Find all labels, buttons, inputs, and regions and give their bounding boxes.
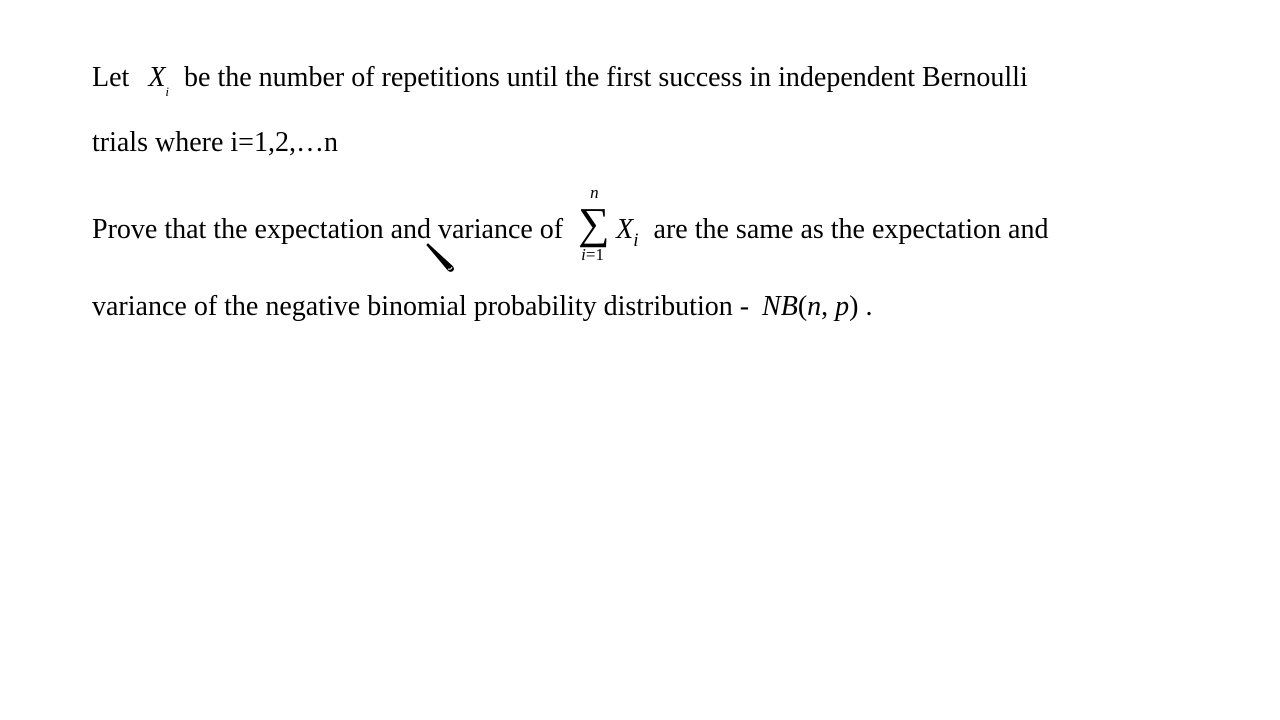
problem-line-2 [92,129,338,157]
problem-line-3 [92,183,1049,264]
summation-symbol: ∑ [578,199,610,248]
variable-x: X [148,62,166,93]
line3-lead-text: Prove that the expectation and variance of [92,214,571,245]
line1-lead-text: Let [92,62,137,93]
problem-line-4 [92,293,872,321]
open-paren: ( [797,291,808,322]
param-n: n [807,291,822,322]
problem-line-1 [92,62,1028,99]
line3-trail-text: are the same as the expectation and [646,214,1049,245]
summation-upper-limit: n [590,183,599,202]
line4-lead-text: variance of the negative binomial probability distribution - [92,291,757,322]
period: . [858,291,873,322]
variable-x-subscript: i [165,84,170,99]
variable-x-subscript: i [633,230,639,251]
summation-lower-limit [581,246,604,263]
summation-lower-rest: =1 [585,245,604,264]
line1-trail-text: be the number of repetitions until the first success in independent Bernoulli [177,62,1028,93]
summation [578,183,614,264]
comma: , [821,291,836,322]
line2-text: trials where i=1,2,…n [92,127,338,158]
variable-x: X [616,214,634,245]
close-paren: ) [849,291,859,322]
pen-cursor-icon [424,242,460,274]
param-p: p [835,291,850,322]
distribution-name: NB [762,291,798,322]
summation-lower-var: i [581,245,586,264]
